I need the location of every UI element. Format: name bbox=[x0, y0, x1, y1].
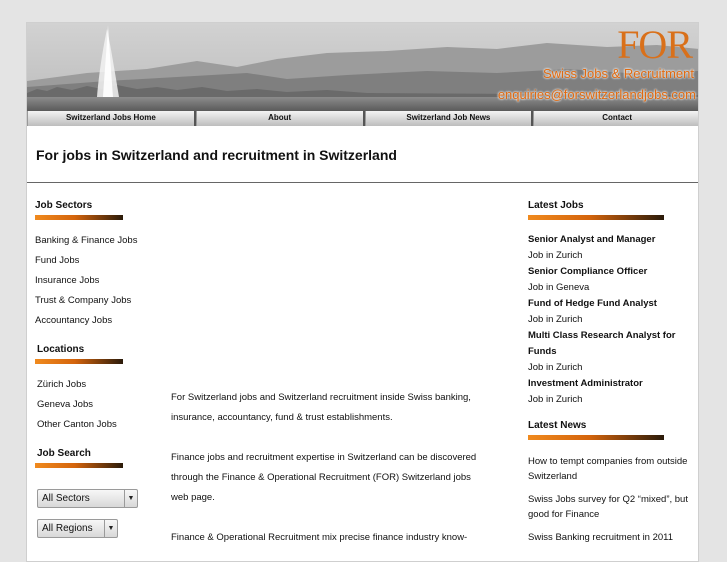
job-title-link[interactable]: Senior Analyst and Manager bbox=[528, 234, 656, 245]
job-location: Job in Geneva bbox=[528, 282, 590, 293]
mix-paragraph bbox=[171, 528, 491, 548]
sidebar-link-banking-finance[interactable]: Banking & Finance Jobs bbox=[35, 235, 138, 246]
main-content bbox=[171, 388, 491, 562]
right-sidebar bbox=[528, 200, 698, 553]
paragraph-line: Finance jobs and recruitment expertise in Switzerland can be discovered bbox=[171, 452, 477, 463]
nav-item-job-news[interactable]: Switzerland Job News bbox=[365, 111, 534, 126]
news-line: good for Finance bbox=[528, 509, 600, 520]
main-navigation bbox=[27, 111, 699, 126]
left-sidebar bbox=[35, 200, 175, 468]
news-line: How to tempt companies from outside bbox=[528, 456, 688, 467]
latest-news-title: Latest News bbox=[528, 420, 587, 431]
job-location: Job in Zurich bbox=[528, 362, 583, 373]
job-search-title: Job Search bbox=[37, 448, 91, 459]
sidebar-link-insurance[interactable]: Insurance Jobs bbox=[35, 275, 100, 286]
news-line: Swiss Jobs survey for Q2 “mixed”, but bbox=[528, 494, 688, 505]
job-title-link[interactable]: Investment Administrator bbox=[528, 378, 643, 389]
latest-jobs-title: Latest Jobs bbox=[528, 200, 584, 211]
sidebar-link-zurich[interactable]: Zürich Jobs bbox=[37, 379, 87, 390]
sector-select[interactable] bbox=[37, 489, 138, 508]
news-link[interactable] bbox=[528, 492, 698, 522]
section-bar-decoration bbox=[35, 463, 123, 468]
job-location: Job in Zurich bbox=[528, 394, 583, 405]
banner-tagline: Swiss Jobs & Recruitment bbox=[543, 66, 694, 81]
job-title-link[interactable]: Fund of Hedge Fund Analyst bbox=[528, 298, 657, 309]
news-line: Swiss Banking recruitment in 2011 bbox=[528, 532, 674, 543]
sector-select-value: All Sectors bbox=[42, 493, 90, 504]
paragraph-line: insurance, accountancy, fund & trust establishments. bbox=[171, 412, 393, 423]
header-banner bbox=[27, 23, 699, 111]
sidebar-link-geneva[interactable]: Geneva Jobs bbox=[37, 399, 93, 410]
paragraph-line: through the Finance & Operational Recruitment (FOR) Switzerland jobs bbox=[171, 472, 471, 483]
job-title-line: Funds bbox=[528, 346, 557, 357]
news-link[interactable] bbox=[528, 530, 698, 545]
intro-paragraph bbox=[171, 388, 491, 428]
sidebar-link-accountancy[interactable]: Accountancy Jobs bbox=[35, 315, 113, 326]
page-headline: For jobs in Switzerland and recruitment in Switzerland bbox=[36, 147, 397, 163]
chevron-down-icon: ▼ bbox=[104, 520, 117, 537]
job-location: Job in Zurich bbox=[528, 250, 583, 261]
job-sectors-title: Job Sectors bbox=[35, 200, 93, 211]
paragraph-line: web page. bbox=[171, 492, 215, 503]
region-select[interactable] bbox=[37, 519, 118, 538]
page-container bbox=[26, 22, 699, 562]
job-title-link[interactable]: Senior Compliance Officer bbox=[528, 266, 648, 277]
chevron-down-icon: ▼ bbox=[124, 490, 137, 507]
banner-email-link[interactable]: enquiries@forswitzerlandjobs.com bbox=[497, 87, 696, 102]
job-location: Job in Zurich bbox=[528, 314, 583, 325]
job-title-line: Multi Class Research Analyst for bbox=[528, 330, 676, 341]
sidebar-link-other-canton[interactable]: Other Canton Jobs bbox=[37, 419, 117, 430]
paragraph-line: Finance & Operational Recruitment mix precise finance industry know- bbox=[171, 532, 468, 543]
news-link[interactable] bbox=[528, 454, 698, 484]
nav-item-about[interactable]: About bbox=[196, 111, 365, 126]
sidebar-link-fund[interactable]: Fund Jobs bbox=[35, 255, 80, 266]
paragraph-line: For Switzerland jobs and Switzerland recruitment inside Swiss banking, bbox=[171, 392, 471, 403]
news-line: Switzerland bbox=[528, 471, 578, 482]
headline-divider bbox=[27, 182, 699, 183]
job-title-link[interactable] bbox=[528, 328, 698, 360]
for-logo[interactable]: FOR bbox=[617, 23, 692, 67]
nav-item-home[interactable]: Switzerland Jobs Home bbox=[27, 111, 196, 126]
nav-item-contact[interactable]: Contact bbox=[533, 111, 699, 126]
locations-title: Locations bbox=[37, 344, 85, 355]
sidebar-link-trust-company[interactable]: Trust & Company Jobs bbox=[35, 295, 132, 306]
expertise-paragraph bbox=[171, 448, 491, 508]
region-select-value: All Regions bbox=[42, 523, 93, 534]
